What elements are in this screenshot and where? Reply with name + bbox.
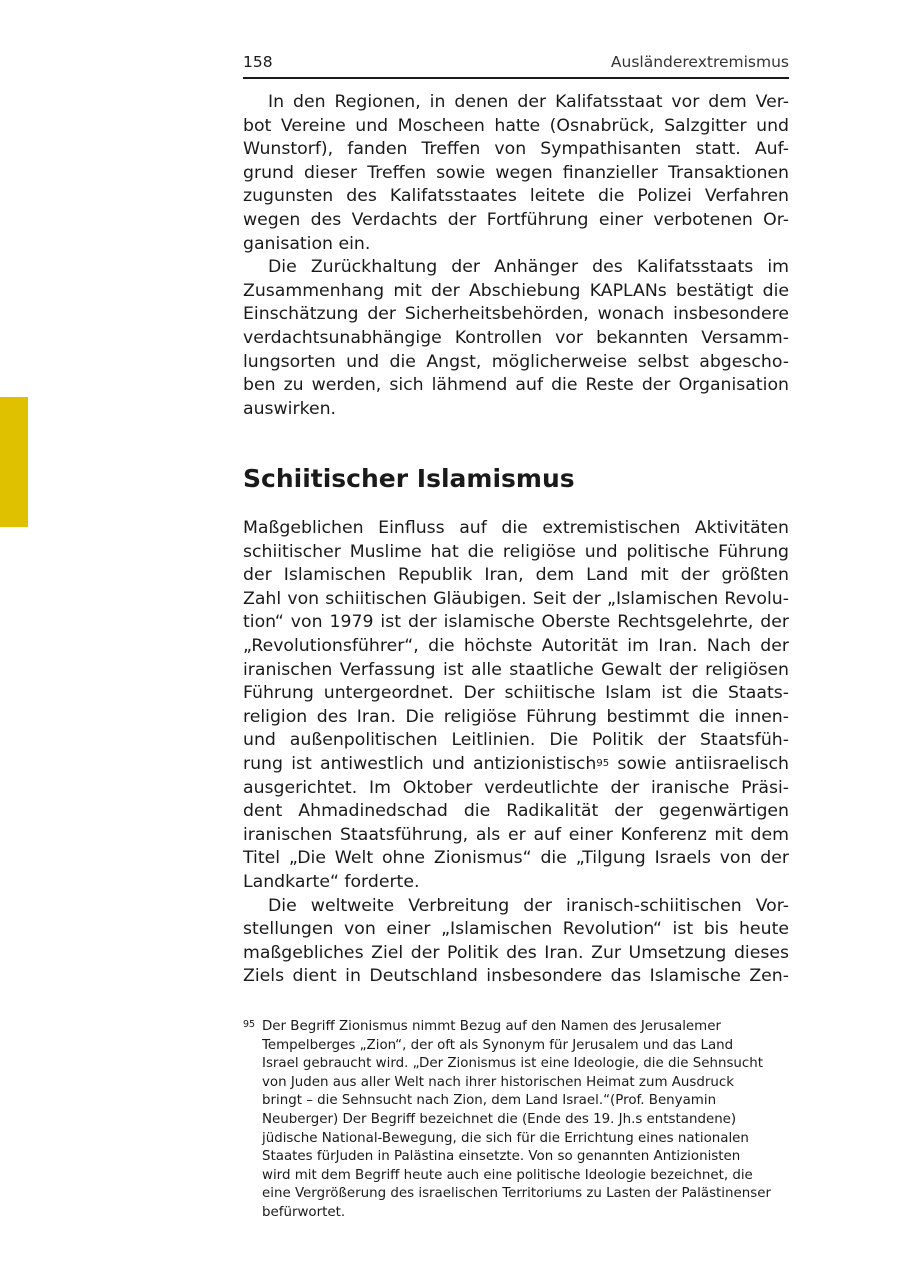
paragraph-einfluss [243, 517, 789, 895]
text-line: wegen des Verdachts der Fortführung einer verbotenen Or- [243, 209, 789, 230]
text-line: In den Regionen, in denen der Kalifatsstaat vor dem Ver- [268, 92, 789, 112]
footnote-line: befürwortet. [262, 1204, 346, 1220]
text-segment: rung ist antiwestlich und antizionistisch [243, 753, 597, 774]
footnote-line: jüdische National-Bewegung, die sich für die Errichtung eines nationalen [262, 1130, 749, 1146]
footnote-line: bringt – die Sehnsucht nach Zion, dem Land Israel.“(Prof. Benyamin [262, 1093, 717, 1109]
text-line: Zusammenhang mit der Abschiebung KAPLANs bestätigt die [243, 280, 789, 301]
text-segment: sowie antiisraelisch [609, 753, 789, 774]
text-line: maßgebliches Ziel der Politik des Iran. Zur Umsetzung dieses [243, 942, 789, 963]
text-line: lungsorten und die Angst, möglicherweise selbst abgescho- [243, 351, 789, 372]
text-line: dent Ahmadinedschad die Radikalität der gegenwärtigen [243, 801, 789, 822]
footnote-line: Staates fürJuden in Palästina einsetzte. Von so genannten Antizionisten [262, 1149, 741, 1165]
text-line: Einschätzung der Sicherheitsbehörden, wonach insbesondere [243, 304, 789, 325]
text-line: verdachtsunabhängige Kontrollen vor bekannten Versamm- [243, 327, 789, 348]
footnote-number: 95 [243, 1019, 256, 1030]
text-line: Maßgeblichen Einfluss auf die extremistischen Aktivitäten [243, 518, 789, 538]
footnote-line: Tempelberges „Zion“, der oft als Synonym für Jerusalem und das Land [262, 1037, 734, 1053]
text-line: ausgerichtet. Im Oktober verdeutlichte der iranische Präsi- [243, 777, 789, 798]
text-line: Wunstorf), fanden Treffen von Sympathisanten statt. Auf- [243, 139, 789, 160]
running-title: Ausländerextremismus [610, 53, 789, 71]
text-line: und außenpolitischen Leitlinien. Die Politik der Staatsfüh- [243, 730, 789, 751]
footnote-text [262, 1018, 789, 1223]
text-line: iranischen Staatsführung, als er auf einer Konferenz mit dem [243, 824, 789, 845]
footnote-reference[interactable]: 95 [596, 757, 610, 769]
text-line: ganisation ein. [243, 233, 371, 254]
text-line: Führung untergeordnet. Der schiitische Islam ist die Staats- [243, 683, 789, 704]
text-line: religion des Iran. Die religiöse Führung bestimmt die innen- [243, 706, 789, 727]
text-line: tion“ von 1979 ist der islamische Oberste Rechtsgelehrte, der [243, 612, 789, 633]
text-line: Titel „Die Welt ohne Zionismus“ die „Tilgung Israels von der [243, 848, 789, 869]
text-line: Ziels dient in Deutschland insbesondere das Islamische Zen- [243, 966, 789, 987]
text-line-with-footnote-ref [243, 753, 789, 777]
section-heading: Schiitischer Islamismus [243, 464, 575, 493]
text-line: bot Vereine und Moscheen hatte (Osnabrück, Salzgitter und [243, 115, 789, 136]
paragraph-verbreitung [243, 895, 789, 989]
paragraph-regionen [243, 91, 789, 256]
footnote-line: eine Vergrößerung des israelischen Territoriums zu Lasten der Palästinenser [262, 1186, 771, 1202]
footnote-line: Der Begriff Zionismus nimmt Bezug auf den Namen des Jerusalemer [262, 1019, 721, 1034]
footnote-line: wird mit dem Begriff heute auch eine politische Ideologie bezeichnet, die [262, 1167, 753, 1183]
text-line: zugunsten des Kalifatsstaates leitete die Polizei Verfahren [243, 186, 789, 207]
footnote [243, 1018, 789, 1223]
footnote-line: Israel gebraucht wird. „Der Zionismus ist eine Ideologie, die die Sehnsucht [262, 1056, 764, 1072]
text-line: der Islamischen Republik Iran, dem Land mit der größten [243, 565, 789, 586]
text-line: „Revolutionsführer“, die höchste Autorität im Iran. Nach der [243, 635, 789, 656]
text-block-kalifatsstaat [243, 91, 789, 421]
text-line: Die weltweite Verbreitung der iranisch-schiitischen Vor- [268, 895, 789, 916]
text-line: grund dieser Treffen sowie wegen finanzieller Transaktionen [243, 162, 789, 183]
text-line: schiitischer Muslime hat die religiöse und politische Führung [243, 541, 789, 562]
text-line: ben zu werden, sich lähmend auf die Reste der Organisation [243, 375, 789, 396]
text-line: Die Zurückhaltung der Anhänger des Kalifatsstaats im [268, 257, 789, 278]
text-block-schiitischer-islamismus [243, 517, 789, 989]
text-line: auswirken. [243, 398, 337, 419]
paragraph-zurueckhaltung [243, 256, 789, 421]
page-number: 158 [243, 53, 273, 71]
running-header [243, 52, 789, 79]
text-line: Zahl von schiitischen Gläubigen. Seit der „Islamischen Revolu- [243, 588, 789, 609]
chapter-thumb-tab [0, 397, 28, 527]
footnote-line: Neuberger) Der Begriff bezeichnet die (Ende des 19. Jh.s entstandene) [262, 1111, 737, 1127]
text-line: Landkarte“ forderte. [243, 871, 420, 892]
footnote-line: von Juden aus aller Welt nach ihrer historischen Heimat zum Ausdruck [262, 1074, 734, 1090]
text-line: stellungen von einer „Islamischen Revolution“ ist bis heute [243, 919, 789, 940]
text-line: iranischen Verfassung ist alle staatliche Gewalt der religiösen [243, 659, 789, 680]
